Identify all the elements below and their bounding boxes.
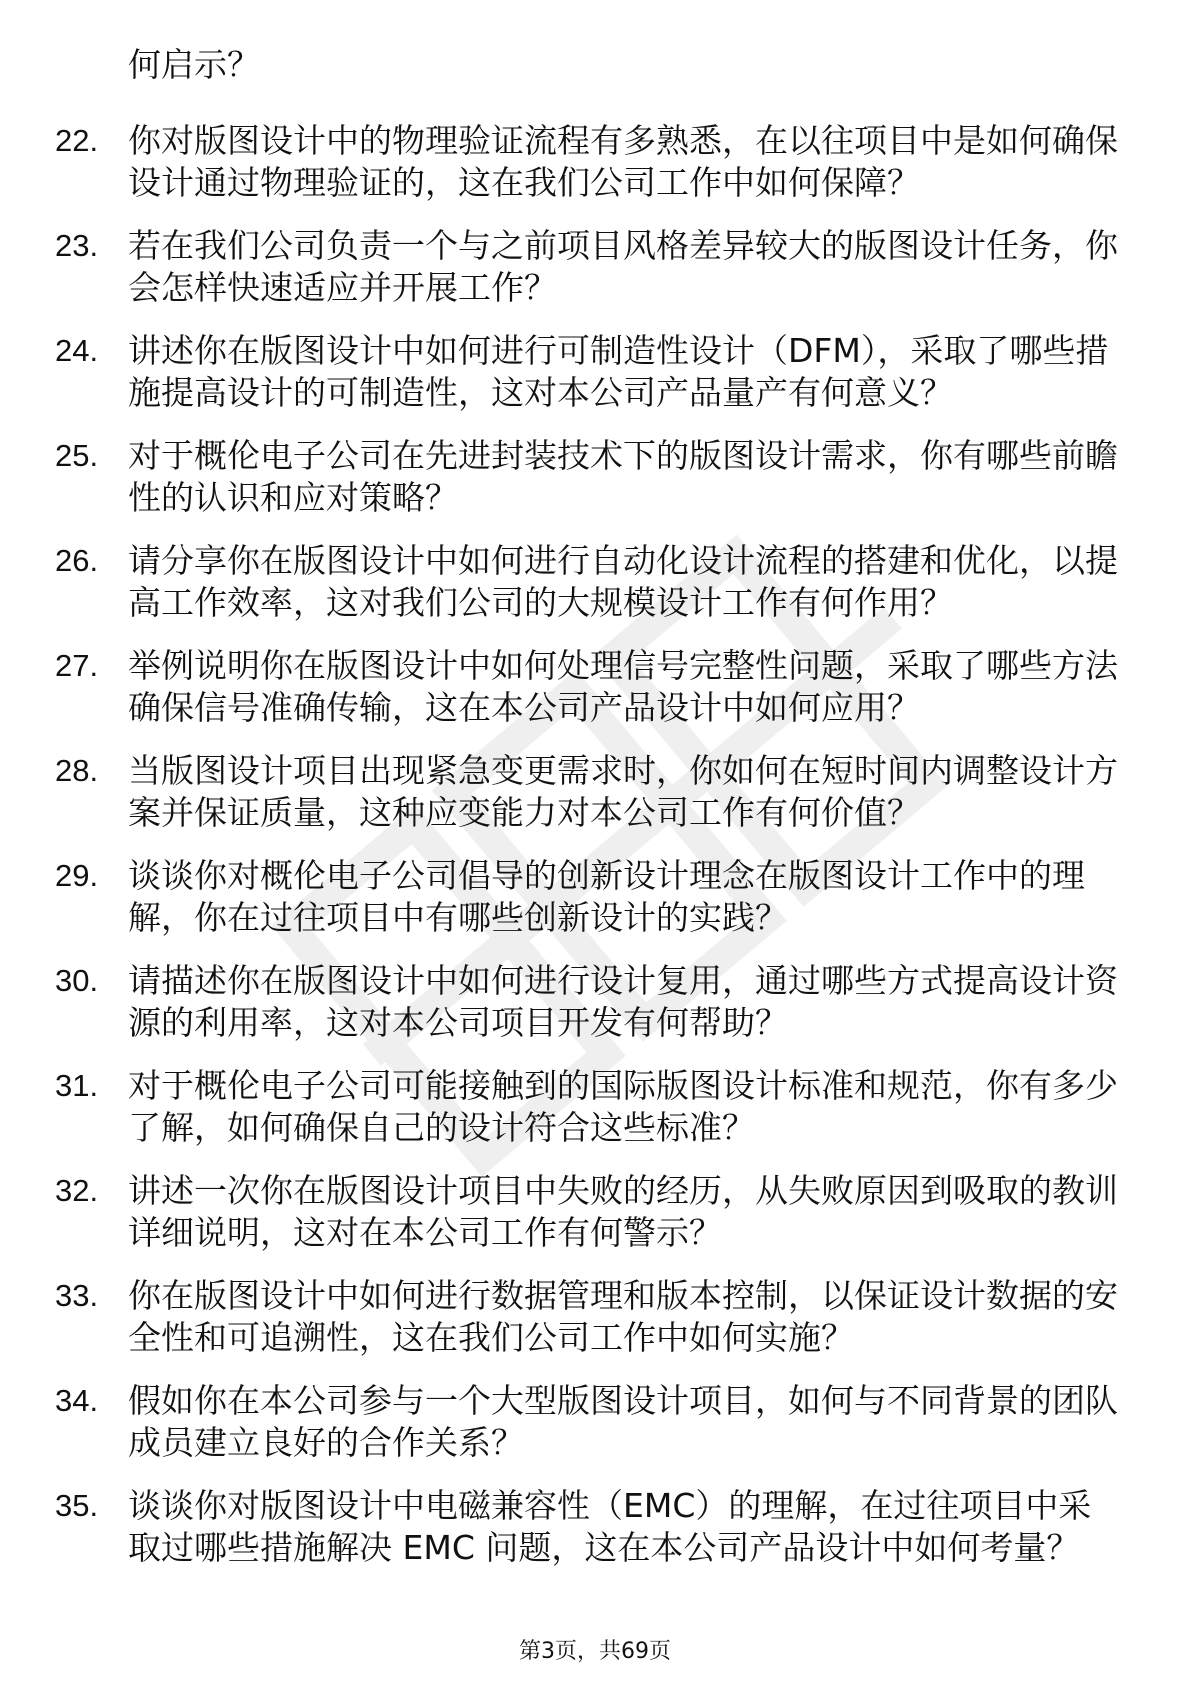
question-text: 谈谈你对版图设计中电磁兼容性（EMC）的理解，在过往项目中采取过哪些措施解决 EMC 问题，这在本公司产品设计中如何考量？: [128, 1486, 1092, 1567]
question-item: [0, 540, 1123, 624]
question-item: [0, 855, 1123, 939]
question-text: 你在版图设计中如何进行数据管理和版本控制，以保证设计数据的安全性和可追溯性，这在我们公司工作中如何实施？: [128, 1276, 1118, 1357]
question-text: 若在我们公司负责一个与之前项目风格差异较大的版图设计任务，你会怎样快速适应并开展工作？: [128, 226, 1118, 307]
question-item: [0, 750, 1123, 834]
question-item: [0, 1065, 1123, 1149]
question-number: 31.: [55, 1068, 99, 1103]
question-text: 讲述你在版图设计中如何进行可制造性设计（DFM），采取了哪些措施提高设计的可制造性，这对本公司产品量产有何意义？: [128, 331, 1109, 412]
question-text: 当版图设计项目出现紧急变更需求时，你如何在短时间内调整设计方案并保证质量，这种应变能力对本公司工作有何价值？: [128, 751, 1118, 832]
question-number: 28.: [55, 753, 99, 788]
question-item: [0, 1275, 1123, 1359]
question-number: 24.: [55, 333, 99, 368]
question-text: 对于概伦电子公司可能接触到的国际版图设计标准和规范，你有多少了解，如何确保自己的设计符合这些标准？: [128, 1066, 1118, 1147]
question-number: 32.: [55, 1173, 99, 1208]
question-text: 讲述一次你在版图设计项目中失败的经历，从失败原因到吸取的教训详细说明，这对在本公司工作有何警示？: [128, 1171, 1118, 1252]
question-item: [0, 645, 1123, 729]
question-number: 35.: [55, 1488, 99, 1523]
page-footer: 第3页，共69页: [519, 1639, 671, 1664]
question-number: 26.: [55, 543, 99, 578]
question-item: [0, 330, 1123, 414]
question-number: 30.: [55, 963, 99, 998]
question-number: 33.: [55, 1278, 99, 1313]
question-item: [0, 1380, 1123, 1464]
question-text: 对于概伦电子公司在先进封装技术下的版图设计需求，你有哪些前瞻性的认识和应对策略？: [128, 436, 1118, 517]
question-item: [0, 1485, 1123, 1569]
question-item: [0, 1170, 1123, 1254]
question-item: [0, 225, 1123, 309]
question-number: 27.: [55, 648, 99, 683]
continuation-text: 何启示？: [128, 45, 260, 84]
question-list: [0, 120, 1190, 1590]
question-item: [0, 960, 1123, 1044]
question-number: 25.: [55, 438, 99, 473]
question-text: 举例说明你在版图设计中如何处理信号完整性问题，采取了哪些方法确保信号准确传输，这在本公司产品设计中如何应用？: [128, 646, 1118, 727]
question-number: 34.: [55, 1383, 99, 1418]
question-text: 谈谈你对概伦电子公司倡导的创新设计理念在版图设计工作中的理解，你在过往项目中有哪些创新设计的实践？: [128, 856, 1085, 937]
question-text: 假如你在本公司参与一个大型版图设计项目，如何与不同背景的团队成员建立良好的合作关系？: [128, 1381, 1118, 1462]
question-number: 29.: [55, 858, 99, 893]
question-number: 23.: [55, 228, 99, 263]
question-text: 你对版图设计中的物理验证流程有多熟悉，在以往项目中是如何确保设计通过物理验证的，这在我们公司工作中如何保障？: [128, 121, 1118, 202]
question-item: [0, 120, 1123, 204]
question-text: 请分享你在版图设计中如何进行自动化设计流程的搭建和优化，以提高工作效率，这对我们公司的大规模设计工作有何作用？: [128, 541, 1118, 622]
question-item: [0, 435, 1123, 519]
question-text: 请描述你在版图设计中如何进行设计复用，通过哪些方式提高设计资源的利用率，这对本公司项目开发有何帮助？: [128, 961, 1118, 1042]
question-number: 22.: [55, 123, 99, 158]
